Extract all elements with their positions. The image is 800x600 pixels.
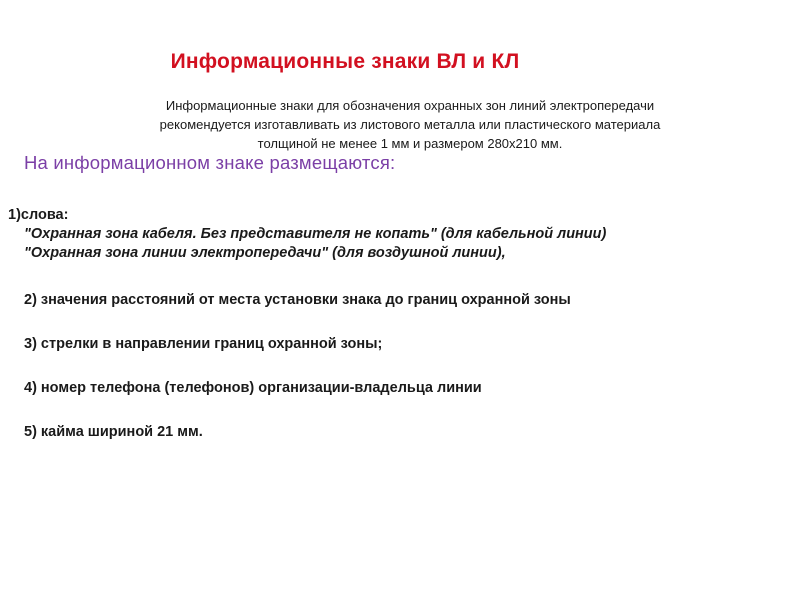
list-item-5: 5) кайма шириной 21 мм. [24, 424, 203, 440]
section-subheading: На информационном знаке размещаются: [24, 152, 396, 173]
intro-line: рекомендуется изготавливать из листового металла или пластического материала [159, 117, 661, 132]
intro-line: Информационные знаки для обозначения охранных зон линий электропередачи [165, 98, 655, 113]
intro-line: толщиной не менее 1 мм и размером 280х210 мм. [257, 136, 563, 151]
list-item-2: 2) значения расстояний от места установки знака до границ охранной зоны [24, 292, 571, 308]
list-item-1-quote-overhead: "Охранная зона линии электропередачи" (для воздушной линии), [24, 245, 506, 261]
list-item-4: 4) номер телефона (телефонов) организации-владельца линии [24, 380, 482, 396]
list-item-1-quote-cable: "Охранная зона кабеля. Без представителя не копать" (для кабельной линии) [24, 226, 607, 242]
list-item-3: 3) стрелки в направлении границ охранной зоны; [24, 336, 383, 352]
page-title: Информационные знаки ВЛ и КЛ [170, 50, 520, 73]
intro-paragraph [40, 96, 780, 153]
list-item-1-label: 1)слова: [8, 207, 69, 223]
